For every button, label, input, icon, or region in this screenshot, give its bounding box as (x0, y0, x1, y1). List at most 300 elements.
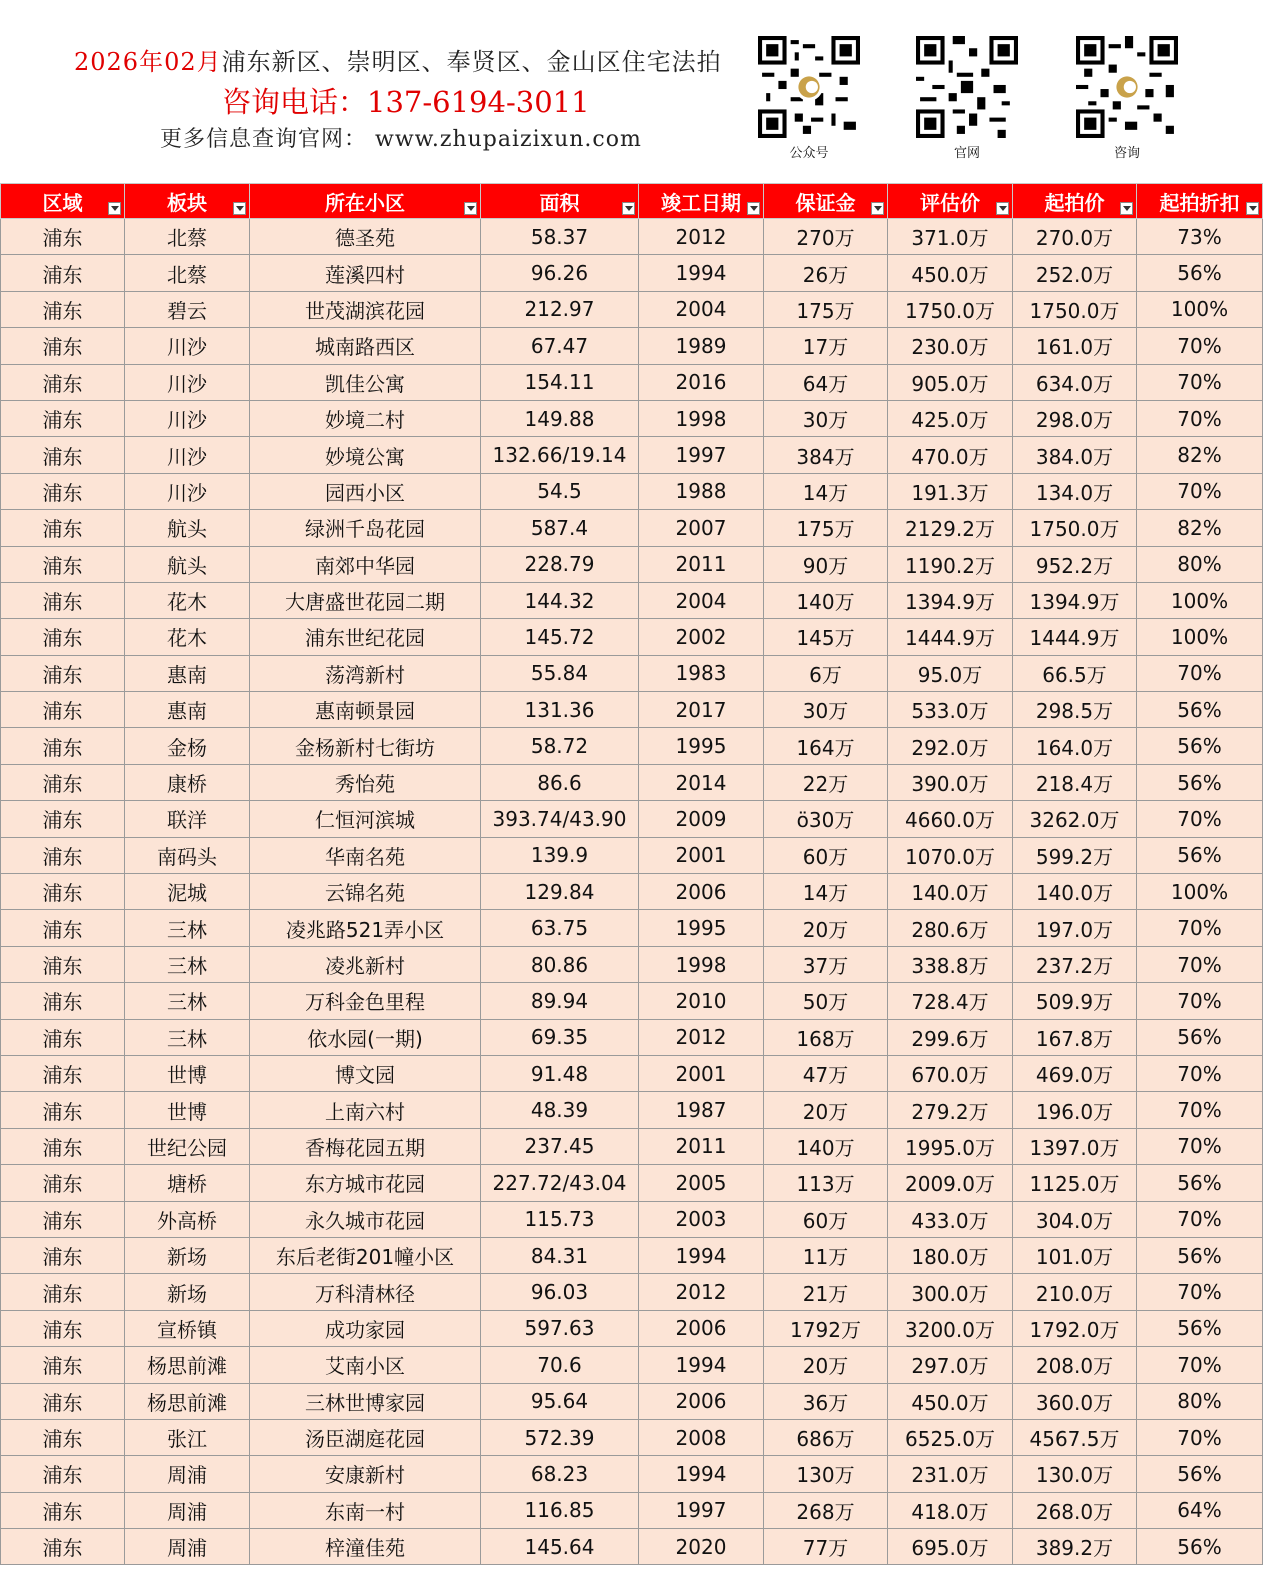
cell-appraisal-price: 280.6万 (888, 910, 1013, 946)
cell-starting-price: 304.0万 (1013, 1201, 1137, 1237)
cell-community: 永久城市花园 (250, 1201, 481, 1237)
cell-sector: 三林 (125, 1019, 250, 1055)
cell-deposit: 21万 (764, 1274, 888, 1310)
cell-region: 浦东 (1, 1456, 125, 1492)
cell-discount: 56% (1137, 1019, 1263, 1055)
cell-area: 116.85 (481, 1492, 639, 1528)
cell-completion-date: 1988 (639, 473, 764, 509)
cell-deposit: 168万 (764, 1019, 888, 1055)
cell-community: 妙境公寓 (250, 437, 481, 473)
cell-deposit: 20万 (764, 1092, 888, 1128)
cell-appraisal-price: 450.0万 (888, 255, 1013, 291)
cell-community: 云锦名苑 (250, 874, 481, 910)
cell-area: 393.74/43.90 (481, 801, 639, 837)
cell-discount: 56% (1137, 1165, 1263, 1201)
cell-region: 浦东 (1, 1019, 125, 1055)
cell-discount: 70% (1137, 801, 1263, 837)
cell-region: 浦东 (1, 1092, 125, 1128)
filter-dropdown-icon[interactable] (464, 202, 477, 215)
cell-appraisal-price: 300.0万 (888, 1274, 1013, 1310)
cell-starting-price: 130.0万 (1013, 1456, 1137, 1492)
cell-sector: 康桥 (125, 764, 250, 800)
cell-starting-price: 164.0万 (1013, 728, 1137, 764)
title-text: 浦东新区、崇明区、奉贤区、金山区住宅法拍 (221, 48, 722, 76)
cell-area: 89.94 (481, 983, 639, 1019)
table-row (1, 1529, 1263, 1565)
cell-region: 浦东 (1, 1055, 125, 1091)
cell-sector: 世博 (125, 1092, 250, 1128)
cell-discount: 70% (1137, 364, 1263, 400)
table-row (1, 364, 1263, 400)
cell-appraisal-price: 1995.0万 (888, 1128, 1013, 1164)
cell-community: 艾南小区 (250, 1347, 481, 1383)
cell-area: 96.26 (481, 255, 639, 291)
cell-deposit: 50万 (764, 983, 888, 1019)
table-row (1, 619, 1263, 655)
cell-area: 95.64 (481, 1383, 639, 1419)
cell-completion-date: 2005 (639, 1165, 764, 1201)
cell-completion-date: 2014 (639, 764, 764, 800)
cell-starting-price: 101.0万 (1013, 1237, 1137, 1273)
cell-appraisal-price: 670.0万 (888, 1055, 1013, 1091)
table-row (1, 400, 1263, 436)
cell-area: 237.45 (481, 1128, 639, 1164)
column-header-label: 评估价 (920, 190, 980, 215)
cell-area: 91.48 (481, 1055, 639, 1091)
table-row (1, 1128, 1263, 1164)
cell-region: 浦东 (1, 692, 125, 728)
filter-dropdown-icon[interactable] (996, 202, 1009, 215)
cell-sector: 周浦 (125, 1529, 250, 1565)
cell-deposit: 60万 (764, 837, 888, 873)
cell-completion-date: 2001 (639, 837, 764, 873)
cell-region: 浦东 (1, 546, 125, 582)
cell-appraisal-price: 95.0万 (888, 655, 1013, 691)
column-header-label: 板块 (167, 190, 207, 215)
cell-discount: 70% (1137, 400, 1263, 436)
cell-completion-date: 1987 (639, 1092, 764, 1128)
cell-discount: 70% (1137, 910, 1263, 946)
cell-deposit: 6万 (764, 655, 888, 691)
cell-appraisal-price: 3200.0万 (888, 1310, 1013, 1346)
cell-area: 84.31 (481, 1237, 639, 1273)
cell-discount: 100% (1137, 291, 1263, 327)
cell-region: 浦东 (1, 983, 125, 1019)
table-row (1, 910, 1263, 946)
page-title (74, 42, 722, 77)
table-row (1, 874, 1263, 910)
table-row (1, 1237, 1263, 1273)
table-row (1, 1055, 1263, 1091)
cell-region: 浦东 (1, 1201, 125, 1237)
cell-community: 东方城市花园 (250, 1165, 481, 1201)
cell-completion-date: 1994 (639, 255, 764, 291)
cell-discount: 82% (1137, 510, 1263, 546)
cell-starting-price: 1125.0万 (1013, 1165, 1137, 1201)
table-row (1, 837, 1263, 873)
cell-starting-price: 599.2万 (1013, 837, 1137, 873)
table-row (1, 946, 1263, 982)
cell-sector: 花木 (125, 619, 250, 655)
cell-area: 70.6 (481, 1347, 639, 1383)
column-header-label: 起拍折扣 (1159, 190, 1240, 215)
cell-area: 144.32 (481, 582, 639, 618)
table-row (1, 692, 1263, 728)
cell-completion-date: 2011 (639, 1128, 764, 1164)
cell-starting-price: 509.9万 (1013, 983, 1137, 1019)
cell-sector: 花木 (125, 582, 250, 618)
cell-deposit: 64万 (764, 364, 888, 400)
cell-discount: 56% (1137, 837, 1263, 873)
cell-sector: 三林 (125, 910, 250, 946)
filter-dropdown-icon[interactable] (108, 202, 121, 215)
cell-area: 154.11 (481, 364, 639, 400)
cell-community: 东后老街201幢小区 (250, 1237, 481, 1273)
cell-area: 63.75 (481, 910, 639, 946)
cell-deposit: 686万 (764, 1419, 888, 1455)
cell-appraisal-price: 230.0万 (888, 328, 1013, 364)
cell-community: 汤臣湖庭花园 (250, 1419, 481, 1455)
cell-discount: 70% (1137, 1055, 1263, 1091)
cell-area: 86.6 (481, 764, 639, 800)
cell-deposit: 37万 (764, 946, 888, 982)
table-row (1, 582, 1263, 618)
cell-area: 68.23 (481, 1456, 639, 1492)
cell-community: 香梅花园五期 (250, 1128, 481, 1164)
cell-starting-price: 298.0万 (1013, 400, 1137, 436)
cell-completion-date: 2012 (639, 1274, 764, 1310)
table-row (1, 328, 1263, 364)
cell-region: 浦东 (1, 910, 125, 946)
cell-sector: 川沙 (125, 473, 250, 509)
cell-region: 浦东 (1, 1529, 125, 1565)
cell-community: 秀怡苑 (250, 764, 481, 800)
cell-sector: 新场 (125, 1274, 250, 1310)
cell-appraisal-price: 533.0万 (888, 692, 1013, 728)
cell-community: 万科金色里程 (250, 983, 481, 1019)
cell-appraisal-price: 433.0万 (888, 1201, 1013, 1237)
column-header-label: 面积 (539, 190, 580, 215)
cell-completion-date: 2009 (639, 801, 764, 837)
cell-starting-price: 268.0万 (1013, 1492, 1137, 1528)
cell-starting-price: 1444.9万 (1013, 619, 1137, 655)
cell-deposit: 270万 (764, 219, 888, 255)
cell-area: 67.47 (481, 328, 639, 364)
cell-sector: 川沙 (125, 437, 250, 473)
cell-starting-price: 469.0万 (1013, 1055, 1137, 1091)
cell-community: 妙境二村 (250, 400, 481, 436)
cell-completion-date: 2004 (639, 291, 764, 327)
cell-appraisal-price: 450.0万 (888, 1383, 1013, 1419)
column-header-label: 保证金 (795, 190, 856, 215)
auction-table (0, 183, 1263, 1565)
cell-appraisal-price: 371.0万 (888, 219, 1013, 255)
qr-label-wechat: 公众号 (789, 146, 829, 161)
cell-starting-price: 3262.0万 (1013, 801, 1137, 837)
column-header-deposit (764, 184, 888, 219)
cell-community: 世茂湖滨花园 (250, 291, 481, 327)
cell-sector: 周浦 (125, 1492, 250, 1528)
cell-area: 58.72 (481, 728, 639, 764)
cell-appraisal-price: 4660.0万 (888, 801, 1013, 837)
cell-region: 浦东 (1, 291, 125, 327)
filter-dropdown-icon[interactable] (1246, 202, 1259, 215)
cell-completion-date: 2020 (639, 1529, 764, 1565)
cell-starting-price: 196.0万 (1013, 1092, 1137, 1128)
cell-completion-date: 1989 (639, 328, 764, 364)
cell-sector: 联洋 (125, 801, 250, 837)
cell-region: 浦东 (1, 364, 125, 400)
cell-sector: 川沙 (125, 400, 250, 436)
cell-community: 荡湾新村 (250, 655, 481, 691)
column-header-label: 区域 (42, 190, 83, 215)
cell-region: 浦东 (1, 1128, 125, 1164)
filter-dropdown-icon[interactable] (622, 202, 635, 215)
cell-discount: 70% (1137, 1201, 1263, 1237)
table-row (1, 1419, 1263, 1455)
cell-deposit: ö30万 (764, 801, 888, 837)
qr-label-consult: 咨询 (1113, 146, 1140, 161)
cell-sector: 周浦 (125, 1456, 250, 1492)
cell-deposit: 140万 (764, 1128, 888, 1164)
cell-completion-date: 2008 (639, 1419, 764, 1455)
cell-area: 132.66/19.14 (481, 437, 639, 473)
cell-completion-date: 2010 (639, 983, 764, 1019)
cell-community: 东南一村 (250, 1492, 481, 1528)
cell-community: 莲溪四村 (250, 255, 481, 291)
cell-appraisal-price: 390.0万 (888, 764, 1013, 800)
cell-community: 仁恒河滨城 (250, 801, 481, 837)
cell-discount: 70% (1137, 1419, 1263, 1455)
cell-discount: 70% (1137, 983, 1263, 1019)
cell-appraisal-price: 1070.0万 (888, 837, 1013, 873)
cell-starting-price: 1750.0万 (1013, 510, 1137, 546)
qr-label-website: 官网 (953, 146, 980, 161)
cell-completion-date: 1995 (639, 910, 764, 946)
cell-deposit: 130万 (764, 1456, 888, 1492)
cell-discount: 70% (1137, 1092, 1263, 1128)
cell-starting-price: 360.0万 (1013, 1383, 1137, 1419)
cell-discount: 100% (1137, 874, 1263, 910)
cell-region: 浦东 (1, 946, 125, 982)
cell-deposit: 20万 (764, 910, 888, 946)
cell-area: 212.97 (481, 291, 639, 327)
table-row (1, 983, 1263, 1019)
cell-starting-price: 270.0万 (1013, 219, 1137, 255)
cell-deposit: 113万 (764, 1165, 888, 1201)
cell-starting-price: 66.5万 (1013, 655, 1137, 691)
cell-completion-date: 1994 (639, 1456, 764, 1492)
cell-region: 浦东 (1, 473, 125, 509)
cell-region: 浦东 (1, 837, 125, 873)
table-row (1, 1165, 1263, 1201)
cell-sector: 世纪公园 (125, 1128, 250, 1164)
cell-appraisal-price: 2009.0万 (888, 1165, 1013, 1201)
cell-area: 80.86 (481, 946, 639, 982)
cell-community: 浦东世纪花园 (250, 619, 481, 655)
table-row (1, 1274, 1263, 1310)
table-row (1, 546, 1263, 582)
cell-deposit: 14万 (764, 874, 888, 910)
cell-community: 凌兆路521弄小区 (250, 910, 481, 946)
cell-completion-date: 1998 (639, 400, 764, 436)
cell-completion-date: 2003 (639, 1201, 764, 1237)
cell-discount: 56% (1137, 692, 1263, 728)
cell-appraisal-price: 470.0万 (888, 437, 1013, 473)
cell-region: 浦东 (1, 764, 125, 800)
qr-code-icon (1076, 36, 1178, 138)
cell-completion-date: 1994 (639, 1347, 764, 1383)
cell-region: 浦东 (1, 1237, 125, 1273)
cell-discount: 70% (1137, 946, 1263, 982)
filter-dropdown-icon[interactable] (871, 202, 884, 215)
cell-sector: 杨思前滩 (125, 1383, 250, 1419)
cell-appraisal-price: 425.0万 (888, 400, 1013, 436)
column-header-starting-price (1013, 184, 1137, 219)
cell-completion-date: 2016 (639, 364, 764, 400)
cell-sector: 惠南 (125, 692, 250, 728)
cell-deposit: 164万 (764, 728, 888, 764)
cell-area: 227.72/43.04 (481, 1165, 639, 1201)
cell-discount: 56% (1137, 1237, 1263, 1273)
cell-completion-date: 1994 (639, 1237, 764, 1273)
cell-region: 浦东 (1, 510, 125, 546)
cell-starting-price: 134.0万 (1013, 473, 1137, 509)
cell-region: 浦东 (1, 1419, 125, 1455)
cell-community: 绿洲千岛花园 (250, 510, 481, 546)
cell-deposit: 175万 (764, 510, 888, 546)
cell-completion-date: 1997 (639, 1492, 764, 1528)
cell-region: 浦东 (1, 1347, 125, 1383)
cell-area: 139.9 (481, 837, 639, 873)
cell-region: 浦东 (1, 619, 125, 655)
cell-deposit: 30万 (764, 400, 888, 436)
cell-appraisal-price: 1444.9万 (888, 619, 1013, 655)
cell-sector: 航头 (125, 510, 250, 546)
table-row (1, 255, 1263, 291)
cell-appraisal-price: 191.3万 (888, 473, 1013, 509)
cell-starting-price: 161.0万 (1013, 328, 1137, 364)
column-header-label: 起拍价 (1044, 190, 1105, 215)
cell-community: 南郊中华园 (250, 546, 481, 582)
cell-starting-price: 298.5万 (1013, 692, 1137, 728)
cell-discount: 56% (1137, 255, 1263, 291)
cell-starting-price: 1750.0万 (1013, 291, 1137, 327)
column-header-region (1, 184, 125, 219)
cell-discount: 70% (1137, 473, 1263, 509)
filter-dropdown-icon[interactable] (233, 202, 246, 215)
cell-deposit: 268万 (764, 1492, 888, 1528)
cell-discount: 100% (1137, 619, 1263, 655)
cell-discount: 56% (1137, 1456, 1263, 1492)
table-row (1, 801, 1263, 837)
cell-region: 浦东 (1, 1310, 125, 1346)
cell-completion-date: 2006 (639, 1310, 764, 1346)
cell-appraisal-price: 297.0万 (888, 1347, 1013, 1383)
table-row (1, 655, 1263, 691)
cell-appraisal-price: 418.0万 (888, 1492, 1013, 1528)
cell-completion-date: 1995 (639, 728, 764, 764)
cell-deposit: 17万 (764, 328, 888, 364)
cell-deposit: 36万 (764, 1383, 888, 1419)
cell-appraisal-price: 338.8万 (888, 946, 1013, 982)
cell-appraisal-price: 231.0万 (888, 1456, 1013, 1492)
cell-discount: 56% (1137, 1529, 1263, 1565)
cell-starting-price: 218.4万 (1013, 764, 1137, 800)
cell-starting-price: 252.0万 (1013, 255, 1137, 291)
cell-deposit: 384万 (764, 437, 888, 473)
cell-appraisal-price: 6525.0万 (888, 1419, 1013, 1455)
cell-deposit: 77万 (764, 1529, 888, 1565)
cell-discount: 80% (1137, 1383, 1263, 1419)
cell-deposit: 47万 (764, 1055, 888, 1091)
cell-deposit: 30万 (764, 692, 888, 728)
cell-completion-date: 2017 (639, 692, 764, 728)
title-date: 2026年02月 (74, 48, 222, 76)
cell-community: 三林世博家园 (250, 1383, 481, 1419)
cell-region: 浦东 (1, 400, 125, 436)
cell-completion-date: 2011 (639, 546, 764, 582)
table-body (1, 219, 1263, 1565)
cell-deposit: 26万 (764, 255, 888, 291)
cell-sector: 南码头 (125, 837, 250, 873)
cell-sector: 川沙 (125, 328, 250, 364)
table-row (1, 510, 1263, 546)
filter-dropdown-icon[interactable] (1120, 202, 1133, 215)
cell-community: 博文园 (250, 1055, 481, 1091)
cell-appraisal-price: 1750.0万 (888, 291, 1013, 327)
cell-discount: 70% (1137, 328, 1263, 364)
cell-starting-price: 389.2万 (1013, 1529, 1137, 1565)
website-line: 更多信息查询官网： www.zhupaizixun.com (160, 127, 642, 152)
cell-starting-price: 167.8万 (1013, 1019, 1137, 1055)
column-header-completion-date (639, 184, 764, 219)
cell-region: 浦东 (1, 801, 125, 837)
cell-starting-price: 140.0万 (1013, 874, 1137, 910)
cell-appraisal-price: 180.0万 (888, 1237, 1013, 1273)
cell-discount: 100% (1137, 582, 1263, 618)
cell-community: 金杨新村七街坊 (250, 728, 481, 764)
phone-line: 咨询电话：137-6194-3011 (222, 85, 590, 119)
cell-area: 228.79 (481, 546, 639, 582)
cell-deposit: 14万 (764, 473, 888, 509)
cell-completion-date: 2004 (639, 582, 764, 618)
cell-sector: 金杨 (125, 728, 250, 764)
cell-area: 131.36 (481, 692, 639, 728)
table-row (1, 764, 1263, 800)
cell-community: 惠南顿景园 (250, 692, 481, 728)
cell-sector: 张江 (125, 1419, 250, 1455)
filter-dropdown-icon[interactable] (747, 202, 760, 215)
cell-region: 浦东 (1, 728, 125, 764)
cell-discount: 73% (1137, 219, 1263, 255)
cell-discount: 64% (1137, 1492, 1263, 1528)
cell-completion-date: 1997 (639, 437, 764, 473)
cell-appraisal-price: 1394.9万 (888, 582, 1013, 618)
cell-area: 96.03 (481, 1274, 639, 1310)
cell-sector: 世博 (125, 1055, 250, 1091)
cell-deposit: 60万 (764, 1201, 888, 1237)
cell-community: 安康新村 (250, 1456, 481, 1492)
table-row (1, 1019, 1263, 1055)
cell-discount: 80% (1137, 546, 1263, 582)
table-row (1, 1492, 1263, 1528)
cell-discount: 56% (1137, 728, 1263, 764)
column-header-area (481, 184, 639, 219)
cell-starting-price: 952.2万 (1013, 546, 1137, 582)
cell-community: 梓潼佳苑 (250, 1529, 481, 1565)
cell-starting-price: 1792.0万 (1013, 1310, 1137, 1346)
